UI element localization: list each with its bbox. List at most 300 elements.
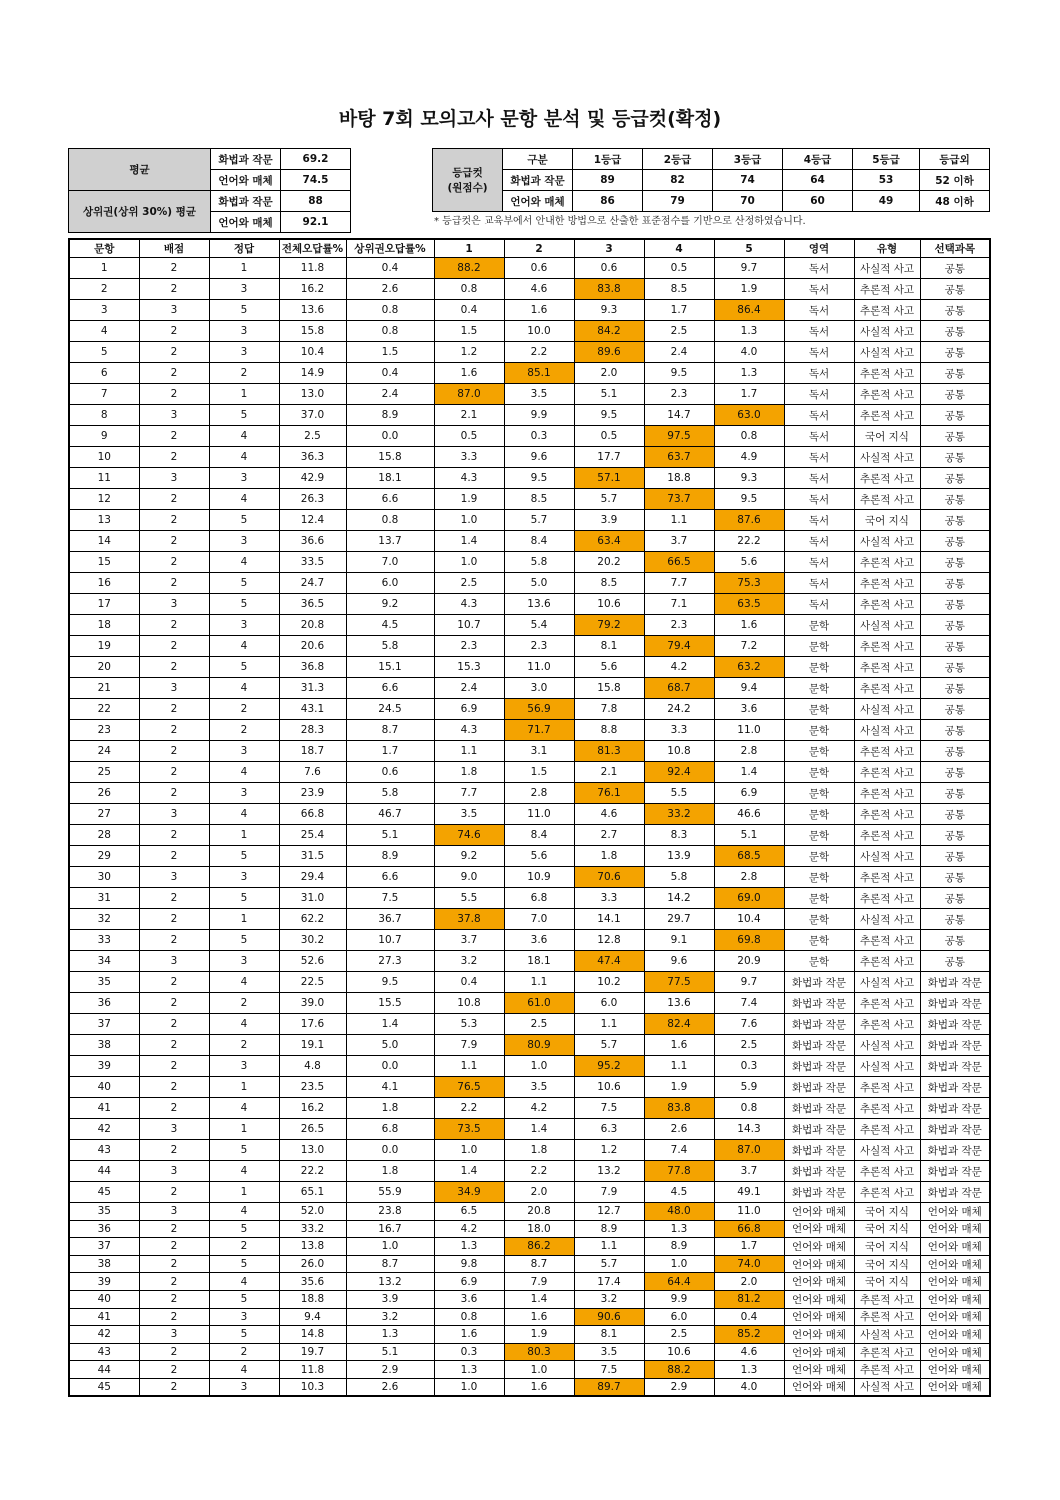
table-cell: 9.3 [574,300,644,321]
table-cell: 2.3 [504,636,574,657]
table-row [69,1140,990,1161]
correct-answer-cell: 70.6 [574,867,644,888]
table-cell: 10.8 [644,741,714,762]
table-cell: 1.3 [434,1238,504,1256]
table-cell: 5.3 [434,1014,504,1035]
table-cell: 1.6 [434,363,504,384]
table-cell: 35.6 [279,1273,346,1291]
table-cell: 5 [209,888,279,909]
table-cell: 10.4 [279,342,346,363]
table-cell: 추론적 사고 [854,1014,920,1035]
table-cell: 2 [139,699,209,720]
table-cell: 사실적 사고 [854,615,920,636]
table-cell: 2 [139,1378,209,1396]
table-cell: 17.4 [574,1273,644,1291]
table-cell: 추론적 사고 [854,1077,920,1098]
table-cell: 5 [209,1220,279,1238]
correct-answer-cell: 81.3 [574,741,644,762]
table-cell: 4.6 [504,279,574,300]
table-cell: 6.6 [346,867,434,888]
table-cell: 문학 [784,909,854,930]
table-cell: 사실적 사고 [854,1140,920,1161]
table-cell: 3 [209,867,279,888]
table-cell: 3 [139,951,209,972]
table-cell: 40 [69,1077,139,1098]
table-cell: 1.5 [346,342,434,363]
table-cell: 9.4 [714,678,784,699]
table-cell: 추론적 사고 [854,1308,920,1326]
table-row [69,363,990,384]
table-row [69,1361,990,1379]
table-cell: 공통 [920,783,990,804]
table-cell: 문학 [784,951,854,972]
table-cell: 독서 [784,510,854,531]
table-cell: 4.8 [279,1056,346,1077]
table-cell: 0.8 [434,279,504,300]
table-cell: 9.5 [714,489,784,510]
table-cell: 15.3 [434,657,504,678]
table-cell: 공통 [920,636,990,657]
table-cell: 추론적 사고 [854,993,920,1014]
table-cell: 독서 [784,426,854,447]
table-cell: 0.3 [714,1056,784,1077]
table-cell: 0.0 [346,1140,434,1161]
table-cell: 19.1 [279,1035,346,1056]
table-cell: 4 [209,1014,279,1035]
table-cell: 46.7 [346,804,434,825]
correct-answer-cell: 76.1 [574,783,644,804]
table-cell: 27 [69,804,139,825]
table-cell: 언어와 매체 [920,1343,990,1361]
table-cell: 18.7 [279,741,346,762]
table-cell: 10.6 [574,594,644,615]
table-cell: 31.3 [279,678,346,699]
table-cell: 5.6 [574,657,644,678]
table-cell: 2 [209,993,279,1014]
table-cell: 1.6 [434,1326,504,1344]
table-cell: 2.8 [714,867,784,888]
table-cell: 39.0 [279,993,346,1014]
table-row [69,783,990,804]
table-row [69,321,990,342]
table-cell: 9.7 [714,258,784,279]
table-cell: 31.5 [279,846,346,867]
table-cell: 5.8 [504,552,574,573]
table-cell: 5.1 [346,825,434,846]
table-cell: 6.0 [574,993,644,1014]
table-cell: 3 [209,279,279,300]
table-cell: 5 [209,573,279,594]
table-cell: 7.5 [574,1098,644,1119]
table-cell: 45 [69,1378,139,1396]
table-cell: 5 [209,657,279,678]
correct-answer-cell: 76.5 [434,1077,504,1098]
correct-answer-cell: 82.4 [644,1014,714,1035]
table-cell: 2 [139,846,209,867]
table-cell: 17.6 [279,1014,346,1035]
table-cell: 24.2 [644,699,714,720]
page-title: 바탕 7회 모의고사 문항 분석 및 등급컷(확정) [338,108,722,130]
table-row [69,1203,990,1221]
table-cell: 23.5 [279,1077,346,1098]
table-cell: 1.0 [434,1378,504,1396]
table-cell: 추론적 사고 [854,594,920,615]
table-cell: 공통 [920,468,990,489]
table-cell: 9.9 [504,405,574,426]
table-cell: 화법과 작문 [784,1077,854,1098]
column-header: 선택과목 [920,239,990,258]
table-cell: 1.9 [504,1326,574,1344]
table-cell: 화법과 작문 [920,1035,990,1056]
table-cell: 18.1 [346,468,434,489]
table-cell: 2 [209,1035,279,1056]
table-cell: 추론적 사고 [854,1290,920,1308]
table-cell: 공통 [920,804,990,825]
correct-answer-cell: 90.6 [574,1308,644,1326]
table-cell: 화법과 작문 [784,1140,854,1161]
table-cell: 32 [69,909,139,930]
table-cell: 언어와 매체 [920,1255,990,1273]
table-cell: 1.3 [714,363,784,384]
table-row [69,993,990,1014]
table-cell: 공통 [920,447,990,468]
table-cell: 1.6 [714,615,784,636]
table-cell: 7.7 [434,783,504,804]
table-cell: 3 [209,1308,279,1326]
table-cell: 1 [209,258,279,279]
table-cell: 추론적 사고 [854,951,920,972]
table-cell: 1.9 [644,1077,714,1098]
table-cell: 8.4 [504,825,574,846]
table-cell: 41 [69,1308,139,1326]
table-cell: 추론적 사고 [854,489,920,510]
table-row [69,678,990,699]
table-cell: 문학 [784,783,854,804]
table-cell: 2 [139,1290,209,1308]
table-row [69,300,990,321]
table-cell: 42.9 [279,468,346,489]
table-cell: 1.9 [714,279,784,300]
correct-answer-cell: 63.4 [574,531,644,552]
table-cell: 5.1 [346,1343,434,1361]
table-cell: 1.4 [434,1161,504,1182]
table-cell: 14.9 [279,363,346,384]
table-cell: 0.5 [434,426,504,447]
grade-header: 3등급 [713,149,783,170]
column-header: 상위권오답률% [346,239,434,258]
correct-answer-cell: 63.2 [714,657,784,678]
table-cell: 0.6 [504,258,574,279]
table-row [69,1119,990,1140]
table-cell: 15.8 [574,678,644,699]
table-cell: 3 [209,468,279,489]
table-cell: 국어 지식 [854,1255,920,1273]
table-cell: 6.9 [434,699,504,720]
table-cell: 1 [209,1119,279,1140]
table-cell: 39 [69,1056,139,1077]
table-cell: 공통 [920,384,990,405]
correct-answer-cell: 33.2 [644,804,714,825]
item-analysis-table [68,238,991,1397]
table-row [69,468,990,489]
table-cell: 18.0 [504,1220,574,1238]
table-cell: 30 [69,867,139,888]
table-cell: 11.8 [279,258,346,279]
table-cell: 0.0 [346,426,434,447]
table-cell: 4 [69,321,139,342]
correct-answer-cell: 68.7 [644,678,714,699]
table-cell: 화법과 작문 [920,1077,990,1098]
table-cell: 7.5 [346,888,434,909]
table-cell: 8.3 [644,825,714,846]
table-cell: 2 [139,930,209,951]
table-cell: 공통 [920,699,990,720]
table-cell: 36 [69,1220,139,1238]
table-row [69,594,990,615]
table-cell: 1.1 [504,972,574,993]
table-cell: 4.3 [434,594,504,615]
table-cell: 1.1 [644,1056,714,1077]
table-cell: 공통 [920,363,990,384]
table-cell: 2 [139,783,209,804]
table-cell: 공통 [920,762,990,783]
table-cell: 2 [139,1220,209,1238]
table-cell: 2 [209,699,279,720]
table-row [69,426,990,447]
table-cell: 1.1 [434,1056,504,1077]
table-cell: 문학 [784,741,854,762]
average-summary-table [68,148,351,233]
column-header: 4 [644,239,714,258]
column-header: 정답 [209,239,279,258]
table-cell: 36.7 [346,909,434,930]
table-cell: 31 [69,888,139,909]
table-cell: 5.0 [504,573,574,594]
table-cell: 4 [209,1203,279,1221]
column-header: 2 [504,239,574,258]
table-cell: 공통 [920,489,990,510]
table-cell: 6.0 [346,573,434,594]
table-cell: 2 [69,279,139,300]
table-cell: 독서 [784,489,854,510]
table-cell: 42 [69,1326,139,1344]
table-cell: 2 [139,342,209,363]
table-cell: 9.3 [714,468,784,489]
grade-cut-table [432,148,990,212]
correct-answer-cell: 77.8 [644,1161,714,1182]
table-cell: 1.8 [346,1161,434,1182]
table-cell: 25.4 [279,825,346,846]
correct-answer-cell: 89.6 [574,342,644,363]
table-cell: 44 [69,1161,139,1182]
table-row [69,1273,990,1291]
table-cell: 21 [69,678,139,699]
table-cell: 추론적 사고 [854,657,920,678]
correct-answer-cell: 87.0 [434,384,504,405]
correct-answer-cell: 81.2 [714,1290,784,1308]
table-cell: 2 [139,1273,209,1291]
table-cell: 7 [69,384,139,405]
table-cell: 0.4 [434,972,504,993]
table-cell: 1.7 [644,300,714,321]
table-cell: 5.7 [574,1255,644,1273]
correct-answer-cell: 83.8 [644,1098,714,1119]
table-cell: 39 [69,1273,139,1291]
table-cell: 41 [69,1098,139,1119]
table-cell: 8.7 [346,720,434,741]
table-cell: 13.8 [279,1238,346,1256]
table-cell: 8.9 [346,405,434,426]
table-cell: 5.7 [574,489,644,510]
table-cell: 8.9 [574,1220,644,1238]
table-cell: 5.8 [644,867,714,888]
summary-value: 88 [281,191,351,212]
table-cell: 추론적 사고 [854,888,920,909]
table-cell: 2 [139,1140,209,1161]
correct-answer-cell: 34.9 [434,1182,504,1203]
table-cell: 1.6 [504,1308,574,1326]
table-cell: 1.1 [434,741,504,762]
table-cell: 4.2 [644,657,714,678]
table-cell: 1.5 [504,762,574,783]
table-cell: 언어와 매체 [784,1220,854,1238]
table-cell: 17.7 [574,447,644,468]
table-cell: 19.7 [279,1343,346,1361]
table-cell: 사실적 사고 [854,699,920,720]
table-cell: 2 [139,615,209,636]
table-cell: 18.8 [644,468,714,489]
table-cell: 2 [139,1035,209,1056]
table-row [69,615,990,636]
table-cell: 화법과 작문 [920,1098,990,1119]
table-cell: 2 [209,1343,279,1361]
table-cell: 화법과 작문 [920,993,990,1014]
table-cell: 1.5 [434,321,504,342]
table-cell: 66.8 [279,804,346,825]
table-cell: 42 [69,1119,139,1140]
table-cell: 추론적 사고 [854,783,920,804]
table-cell: 23 [69,720,139,741]
correct-answer-cell: 69.8 [714,930,784,951]
table-cell: 13.2 [346,1273,434,1291]
table-cell: 2 [139,426,209,447]
table-cell: 9.5 [346,972,434,993]
table-cell: 추론적 사고 [854,1161,920,1182]
table-cell: 공통 [920,531,990,552]
table-cell: 추론적 사고 [854,279,920,300]
table-cell: 6 [69,363,139,384]
table-cell: 언어와 매체 [920,1378,990,1396]
table-cell: 0.4 [434,300,504,321]
table-row [69,342,990,363]
table-cell: 2 [139,1056,209,1077]
table-cell: 화법과 작문 [784,1161,854,1182]
table-cell: 22.2 [714,531,784,552]
table-row [69,1326,990,1344]
table-cell: 3 [139,468,209,489]
table-cell: 1.8 [346,1098,434,1119]
table-row [69,405,990,426]
table-cell: 52.0 [279,1203,346,1221]
table-row [69,258,990,279]
correct-answer-cell: 86.2 [504,1238,574,1256]
table-cell: 공통 [920,342,990,363]
table-cell: 사실적 사고 [854,972,920,993]
table-cell: 4 [209,678,279,699]
table-cell: 1.4 [714,762,784,783]
table-cell: 26 [69,783,139,804]
table-cell: 7.4 [714,993,784,1014]
table-cell: 2 [209,363,279,384]
table-cell: 화법과 작문 [920,1119,990,1140]
table-cell: 2 [139,972,209,993]
table-cell: 독서 [784,405,854,426]
correct-answer-cell: 48.0 [644,1203,714,1221]
table-cell: 10.8 [434,993,504,1014]
table-header-row [69,239,990,258]
table-cell: 6.3 [574,1119,644,1140]
table-row [69,1161,990,1182]
table-cell: 9.7 [714,972,784,993]
table-cell: 1.3 [714,321,784,342]
table-cell: 공통 [920,678,990,699]
table-cell: 2.3 [644,384,714,405]
table-cell: 추론적 사고 [854,825,920,846]
table-cell: 3 [139,594,209,615]
table-cell: 2 [139,321,209,342]
table-cell: 언어와 매체 [784,1378,854,1396]
table-cell: 9.6 [504,447,574,468]
table-cell: 15.8 [346,447,434,468]
table-cell: 추론적 사고 [854,300,920,321]
table-cell: 공통 [920,300,990,321]
table-cell: 1 [209,909,279,930]
table-cell: 1.7 [714,384,784,405]
table-cell: 13.6 [504,594,574,615]
table-cell: 10.3 [279,1378,346,1396]
grade-header: 등급외 [920,149,990,170]
table-cell: 2 [139,384,209,405]
table-cell: 2 [139,825,209,846]
table-cell: 5.8 [346,783,434,804]
table-cell: 독서 [784,384,854,405]
correct-answer-cell: 79.2 [574,615,644,636]
table-cell: 7.2 [714,636,784,657]
table-cell: 문학 [784,699,854,720]
table-cell: 3 [139,1119,209,1140]
table-cell: 4 [209,1098,279,1119]
correct-answer-cell: 73.5 [434,1119,504,1140]
table-cell: 3 [139,678,209,699]
table-cell: 5 [209,510,279,531]
table-cell: 1.3 [346,1326,434,1344]
table-cell: 2.4 [644,342,714,363]
correct-answer-cell: 88.2 [644,1361,714,1379]
table-cell: 7.9 [574,1182,644,1203]
column-header: 1 [434,239,504,258]
table-cell: 2.9 [346,1361,434,1379]
table-cell: 6.9 [434,1273,504,1291]
correct-answer-cell: 63.0 [714,405,784,426]
table-cell: 2.5 [434,573,504,594]
table-cell: 16 [69,573,139,594]
table-cell: 1.1 [574,1238,644,1256]
table-row [69,489,990,510]
table-cell: 3 [209,741,279,762]
table-cell: 37 [69,1014,139,1035]
table-cell: 문학 [784,846,854,867]
table-row [69,1220,990,1238]
